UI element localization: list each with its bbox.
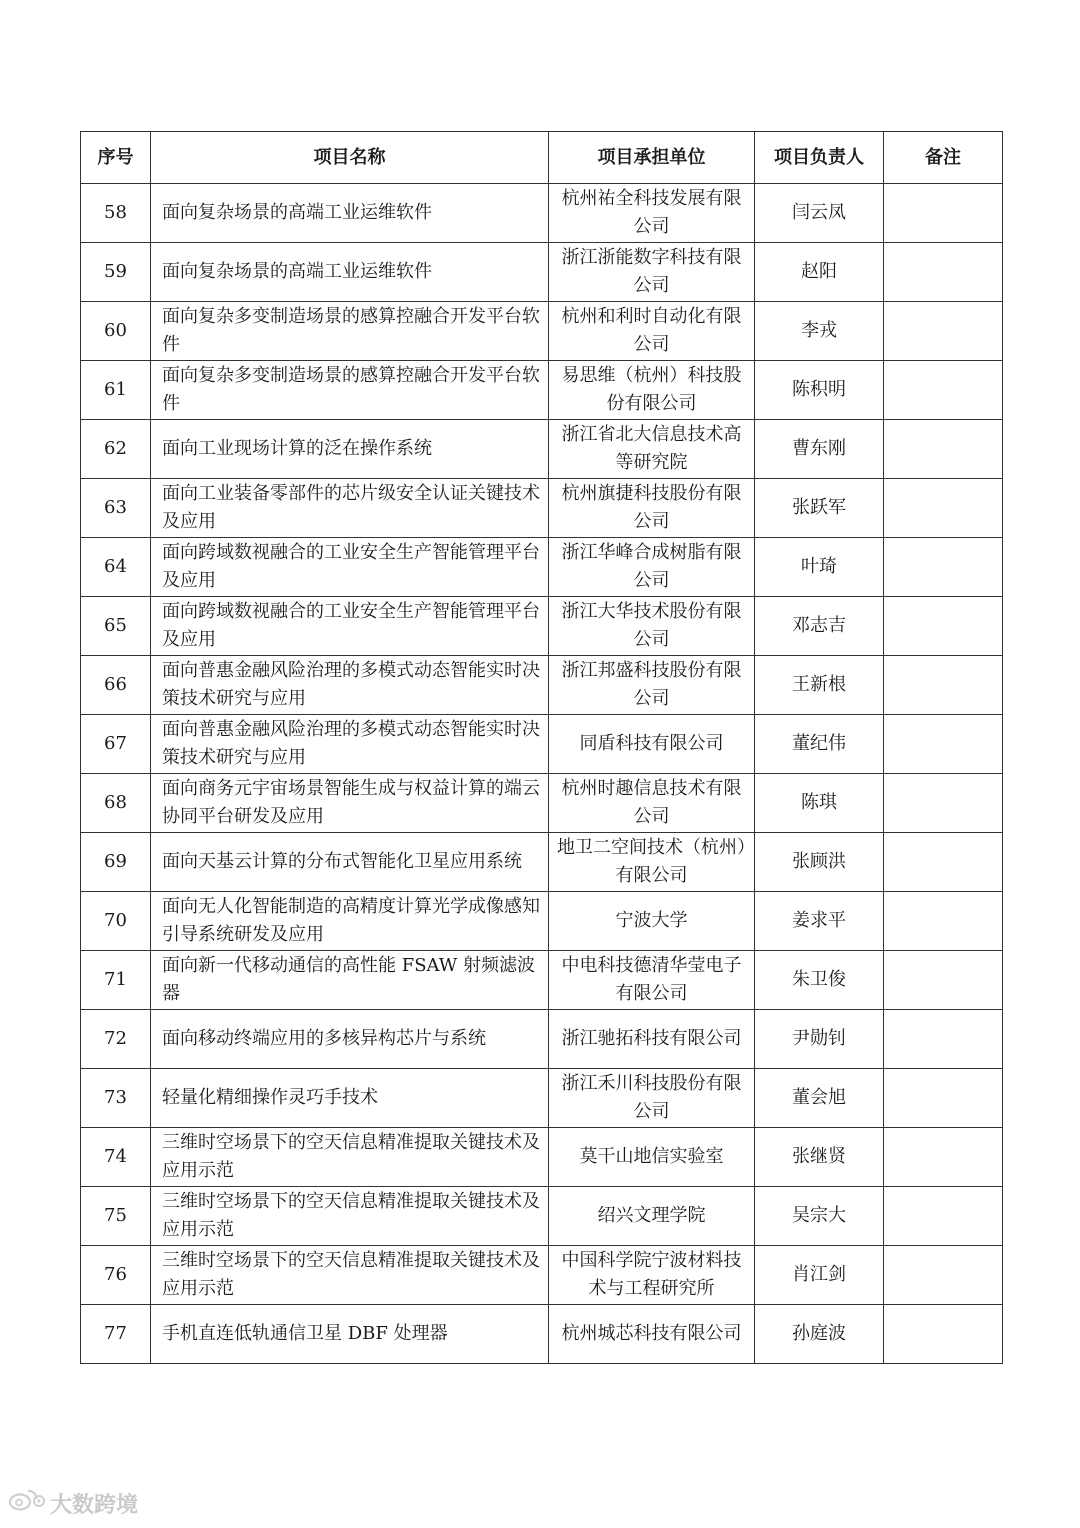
cell-project-name: 面向工业现场计算的泛在操作系统 [151,420,549,479]
cell-note [884,1187,1003,1246]
project-table [80,131,1003,1364]
cell-no: 68 [81,774,151,833]
cell-no: 77 [81,1305,151,1364]
table-row [81,892,1003,951]
cell-project-name: 三维时空场景下的空天信息精准提取关键技术及应用示范 [151,1187,549,1246]
cell-project-name: 面向复杂场景的高端工业运维软件 [151,243,549,302]
cell-no: 71 [81,951,151,1010]
cell-unit: 浙江浙能数字科技有限公司 [549,243,755,302]
cell-no: 74 [81,1128,151,1187]
cell-lead: 尹勋钊 [755,1010,884,1069]
cell-project-name: 面向跨域数视融合的工业安全生产智能管理平台及应用 [151,597,549,656]
cell-project-name: 面向普惠金融风险治理的多模式动态智能实时决策技术研究与应用 [151,656,549,715]
cell-unit: 杭州祐全科技发展有限公司 [549,184,755,243]
cell-lead: 姜求平 [755,892,884,951]
cell-unit: 杭州和利时自动化有限公司 [549,302,755,361]
cell-no: 72 [81,1010,151,1069]
cell-note [884,774,1003,833]
cell-lead: 陈积明 [755,361,884,420]
cell-lead: 吴宗大 [755,1187,884,1246]
watermark [8,1488,138,1518]
table-row [81,656,1003,715]
cell-no: 65 [81,597,151,656]
cell-project-name: 面向普惠金融风险治理的多模式动态智能实时决策技术研究与应用 [151,715,549,774]
cell-lead: 闫云凤 [755,184,884,243]
cell-unit: 同盾科技有限公司 [549,715,755,774]
cell-unit: 杭州城芯科技有限公司 [549,1305,755,1364]
cell-lead: 邓志吉 [755,597,884,656]
cell-note [884,833,1003,892]
cell-unit: 浙江大华技术股份有限公司 [549,597,755,656]
table-row [81,1069,1003,1128]
cell-unit: 莫干山地信实验室 [549,1128,755,1187]
cell-no: 67 [81,715,151,774]
cell-unit: 宁波大学 [549,892,755,951]
cell-no: 73 [81,1069,151,1128]
cell-project-name: 面向跨域数视融合的工业安全生产智能管理平台及应用 [151,538,549,597]
header-name: 项目名称 [151,132,549,184]
cell-unit: 杭州旗捷科技股份有限公司 [549,479,755,538]
header-unit: 项目承担单位 [549,132,755,184]
cell-note [884,597,1003,656]
table-row [81,951,1003,1010]
cell-unit: 中电科技德清华莹电子有限公司 [549,951,755,1010]
cell-note [884,715,1003,774]
cell-project-name: 手机直连低轨通信卫星 DBF 处理器 [151,1305,549,1364]
cell-unit: 浙江华峰合成树脂有限公司 [549,538,755,597]
cell-no: 63 [81,479,151,538]
cell-unit: 中国科学院宁波材料技术与工程研究所 [549,1246,755,1305]
cell-unit: 地卫二空间技术（杭州）有限公司 [549,833,755,892]
weibo-logo-icon [8,1487,46,1519]
cell-project-name: 面向无人化智能制造的高精度计算光学成像感知引导系统研发及应用 [151,892,549,951]
cell-project-name: 面向移动终端应用的多核异构芯片与系统 [151,1010,549,1069]
cell-unit: 浙江邦盛科技股份有限公司 [549,656,755,715]
cell-project-name: 面向复杂多变制造场景的感算控融合开发平台软件 [151,302,549,361]
cell-note [884,951,1003,1010]
cell-note [884,656,1003,715]
cell-unit: 浙江驰拓科技有限公司 [549,1010,755,1069]
table-row [81,479,1003,538]
table-row [81,243,1003,302]
cell-note [884,1010,1003,1069]
cell-no: 61 [81,361,151,420]
cell-no: 70 [81,892,151,951]
cell-project-name: 轻量化精细操作灵巧手技术 [151,1069,549,1128]
table-row [81,1305,1003,1364]
cell-lead: 肖江剑 [755,1246,884,1305]
cell-project-name: 面向天基云计算的分布式智能化卫星应用系统 [151,833,549,892]
cell-no: 62 [81,420,151,479]
table-row [81,420,1003,479]
cell-lead: 曹东刚 [755,420,884,479]
cell-unit: 易思维（杭州）科技股份有限公司 [549,361,755,420]
cell-no: 59 [81,243,151,302]
header-lead: 项目负责人 [755,132,884,184]
cell-note [884,1069,1003,1128]
cell-lead: 陈琪 [755,774,884,833]
cell-no: 66 [81,656,151,715]
cell-unit: 浙江省北大信息技术高等研究院 [549,420,755,479]
cell-project-name: 面向新一代移动通信的高性能 FSAW 射频滤波器 [151,951,549,1010]
cell-unit: 杭州时趣信息技术有限公司 [549,774,755,833]
cell-lead: 王新根 [755,656,884,715]
cell-project-name: 面向复杂场景的高端工业运维软件 [151,184,549,243]
table-row [81,302,1003,361]
cell-lead: 董会旭 [755,1069,884,1128]
cell-note [884,479,1003,538]
cell-note [884,538,1003,597]
table-row [81,361,1003,420]
cell-lead: 朱卫俊 [755,951,884,1010]
cell-note [884,1305,1003,1364]
table-header-row [81,132,1003,184]
table-row [81,1128,1003,1187]
cell-lead: 张跃军 [755,479,884,538]
cell-note [884,892,1003,951]
cell-no: 75 [81,1187,151,1246]
cell-no: 76 [81,1246,151,1305]
table-row [81,774,1003,833]
cell-no: 69 [81,833,151,892]
cell-project-name: 面向商务元宇宙场景智能生成与权益计算的端云协同平台研发及应用 [151,774,549,833]
cell-project-name: 三维时空场景下的空天信息精准提取关键技术及应用示范 [151,1128,549,1187]
table-row [81,1187,1003,1246]
cell-lead: 叶琦 [755,538,884,597]
cell-no: 64 [81,538,151,597]
cell-unit: 浙江禾川科技股份有限公司 [549,1069,755,1128]
cell-note [884,420,1003,479]
cell-lead: 孙庭波 [755,1305,884,1364]
cell-lead: 赵阳 [755,243,884,302]
table-row [81,833,1003,892]
cell-note [884,1246,1003,1305]
cell-project-name: 三维时空场景下的空天信息精准提取关键技术及应用示范 [151,1246,549,1305]
table-row [81,1246,1003,1305]
cell-no: 58 [81,184,151,243]
table-row [81,597,1003,656]
cell-note [884,243,1003,302]
header-note: 备注 [884,132,1003,184]
table-row [81,184,1003,243]
cell-note [884,302,1003,361]
cell-note [884,361,1003,420]
cell-note [884,184,1003,243]
header-no: 序号 [81,132,151,184]
cell-project-name: 面向工业装备零部件的芯片级安全认证关键技术及应用 [151,479,549,538]
cell-lead: 张顾洪 [755,833,884,892]
cell-note [884,1128,1003,1187]
cell-lead: 董纪伟 [755,715,884,774]
cell-unit: 绍兴文理学院 [549,1187,755,1246]
watermark-text: 大数跨境 [50,1492,139,1518]
cell-lead: 张继贤 [755,1128,884,1187]
table-row [81,538,1003,597]
cell-lead: 李戎 [755,302,884,361]
table-row [81,1010,1003,1069]
cell-no: 60 [81,302,151,361]
cell-project-name: 面向复杂多变制造场景的感算控融合开发平台软件 [151,361,549,420]
table-row [81,715,1003,774]
